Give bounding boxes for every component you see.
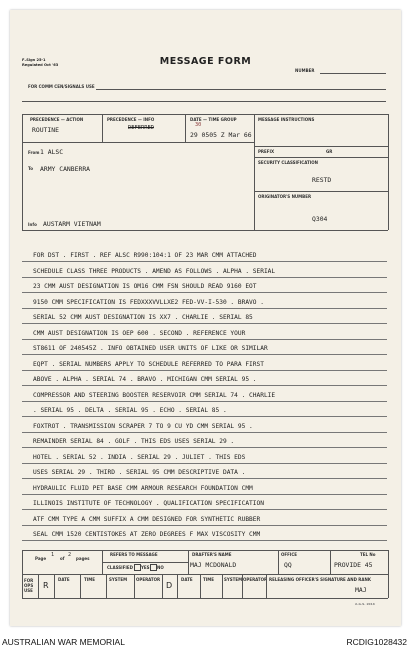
ops-divider-5 bbox=[134, 574, 135, 598]
ops-row-bottom bbox=[22, 598, 388, 599]
office-label: OFFICE bbox=[281, 552, 298, 557]
message-form-paper bbox=[10, 10, 401, 626]
message-line: ATF CMM TYPE A CMM SUFFIX A CMM DESIGNED FOR SYNTHETIC RUBBER bbox=[33, 515, 261, 523]
header-box-top bbox=[22, 114, 388, 115]
refers-rule bbox=[102, 562, 188, 563]
form-id-line-2: Regulated Oct '63 bbox=[22, 63, 59, 67]
form-id-line-1: F–Sign 25-1 bbox=[22, 58, 46, 62]
drafter-label: DRAFTER'S NAME bbox=[192, 552, 232, 557]
footer-id: RCDIG1028432 bbox=[346, 637, 407, 647]
classified-label: CLASSIFIED bbox=[107, 565, 133, 570]
precedence-divider bbox=[102, 114, 103, 142]
message-line: CMM AUST DESIGNATION IS OEP 600 . SECOND . REFERENCE YOUR bbox=[33, 329, 246, 337]
d-operator-label: OPERATOR bbox=[243, 577, 268, 582]
originator-label: ORIGINATOR'S NUMBER bbox=[258, 194, 312, 199]
yes-label: YES bbox=[141, 565, 150, 570]
message-line: ST8611 OF 240545Z . INFO OBTAINED USER UNITS OF LIKE OR SIMILAR bbox=[33, 345, 268, 352]
pages-label: pages bbox=[76, 556, 90, 561]
tel-divider bbox=[330, 550, 331, 574]
ops-divider-11 bbox=[266, 574, 267, 598]
ruled-line bbox=[22, 432, 387, 433]
d-date-label: DATE bbox=[181, 577, 193, 582]
info-value: AUSTARM VIETNAM bbox=[43, 220, 101, 228]
ruled-line bbox=[22, 292, 387, 293]
message-line: HYDRAULIC FLUID PET BASE CMM ARMOUR RESEARCH FOUNDATION CMM bbox=[33, 484, 253, 492]
ops-divider-7 bbox=[177, 574, 178, 598]
ops-divider-8 bbox=[200, 574, 201, 598]
message-line: SEAL CMM 1520 CENTISTOKES AT ZERO DEGREES F MAX VISCOSITY CMM bbox=[33, 531, 261, 538]
message-line: HOTEL . SERIAL 52 . INDIA . SERIAL 29 . JULIET . THIS EDS bbox=[33, 453, 246, 461]
header-box-right bbox=[388, 114, 389, 230]
header-box-left bbox=[22, 114, 23, 230]
gr-label: GR bbox=[326, 149, 333, 154]
ruled-line bbox=[22, 447, 387, 448]
ruled-line bbox=[22, 354, 387, 355]
ruled-line bbox=[22, 416, 387, 417]
header-box-bottom bbox=[22, 230, 388, 231]
classified-yes-checkbox[interactable] bbox=[134, 564, 141, 571]
from-value: 1 ALSC bbox=[40, 148, 64, 156]
ops-row-top bbox=[22, 574, 388, 575]
of-label: of bbox=[60, 556, 65, 561]
ops-divider-2 bbox=[54, 574, 55, 598]
precedence-info-label: PRECEDENCE — INFO bbox=[107, 117, 155, 122]
message-line: 9150 CMM SPECIFICATION IS FEDXXXVVLLXE2 FED-VV-I-530 . BRAVO . bbox=[33, 298, 264, 306]
prefix-row-bottom bbox=[254, 157, 388, 158]
ruled-line bbox=[22, 385, 387, 386]
ops-divider-9 bbox=[222, 574, 223, 598]
comm-centre-rule bbox=[96, 89, 386, 90]
d-system-label: SYSTEM bbox=[224, 577, 243, 582]
refers-label: REFERS TO MESSAGE bbox=[110, 552, 158, 557]
ops-divider-1 bbox=[38, 574, 39, 598]
comm-centre-label: FOR COMM CEN/SIGNALS USE bbox=[28, 84, 95, 89]
ruled-line bbox=[22, 494, 387, 495]
releasing-value: MAJ bbox=[355, 586, 367, 594]
message-line: 23 CMM AUST DESIGNATION IS OM16 CMM FSN SHOULD READ 9160 EOT bbox=[33, 283, 257, 290]
right-column-divider bbox=[254, 114, 255, 230]
ruled-line bbox=[22, 478, 387, 479]
ruled-line bbox=[22, 401, 387, 402]
precedence-row-bottom bbox=[22, 142, 254, 143]
precedence-action-label: PRECEDENCE — ACTION bbox=[30, 117, 84, 122]
ops-divider-3 bbox=[80, 574, 81, 598]
dtg-value: 29 0505 Z Mar 66 bbox=[190, 131, 252, 139]
msg-instructions-label: MESSAGE INSTRUCTIONS bbox=[258, 117, 315, 122]
info-label: Info bbox=[28, 222, 37, 227]
security-row-bottom bbox=[254, 191, 388, 192]
message-line: REMAINDER SERIAL 84 . GOLF . THIS EDS USES SERIAL 29 . bbox=[33, 438, 235, 445]
page-number: 1 bbox=[51, 552, 55, 558]
message-line: SERIAL 52 CMM AUST DESIGNATION IS XX7 . CHARLIE . SERIAL 85 bbox=[33, 314, 253, 321]
message-line: EQPT . SERIAL NUMBERS APPLY TO SCHEDULE REFERRED TO PARA FIRST bbox=[33, 360, 264, 368]
bottom-box-left bbox=[22, 550, 23, 598]
dtg-divider bbox=[185, 114, 186, 142]
precedence-info-value: DEFERRED bbox=[128, 125, 154, 131]
footer-source: AUSTRALIAN WAR MEMORIAL bbox=[2, 637, 125, 647]
dtg-handwritten: 30 bbox=[195, 122, 202, 128]
no-label: NO bbox=[157, 565, 164, 570]
security-label: SECURITY CLASSIFICATION bbox=[258, 160, 318, 165]
page-total: 2 bbox=[68, 552, 72, 558]
number-rule bbox=[320, 73, 386, 74]
d-letter: D bbox=[166, 581, 173, 590]
r-letter: R bbox=[43, 581, 49, 590]
message-line: FOXTROT . TRANSMISSION SCRAPER 7 TO 9 CU YD CMM SERIAL 95 . bbox=[33, 422, 253, 430]
ruled-line bbox=[22, 261, 387, 262]
drafter-divider bbox=[188, 550, 189, 574]
bottom-box-top bbox=[22, 550, 388, 551]
message-line: COMPRESSOR AND STEERING BOOSTER RESERVOIR CMM SERIAL 74 . CHARLIE bbox=[33, 391, 276, 399]
prefix-row-top bbox=[254, 146, 388, 147]
message-line: FOR DST . FIRST . REF ALSC R990:104:1 OF 23 MAR CMM ATTACHED bbox=[33, 252, 257, 259]
r-system-label: SYSTEM bbox=[109, 577, 128, 582]
ruled-line bbox=[22, 509, 387, 510]
ops-divider-4 bbox=[106, 574, 107, 598]
prefix-label: PREFIX bbox=[258, 149, 275, 154]
drafter-value: MAJ MCDONALD bbox=[190, 561, 237, 569]
security-value: RESTD bbox=[312, 176, 332, 184]
r-date-label: DATE bbox=[58, 577, 70, 582]
message-line: SCHEDULE CLASS THREE PRODUCTS . AMEND AS FOLLOWS . ALPHA . SERIAL bbox=[33, 267, 276, 275]
ruled-line bbox=[22, 463, 387, 464]
ruled-line bbox=[22, 370, 387, 371]
ruled-line bbox=[22, 277, 387, 278]
tel-label: TEL No bbox=[360, 552, 376, 557]
form-title: MESSAGE FORM bbox=[159, 56, 252, 67]
message-line: USES SERIAL 29 . THIRD . SERIAL 95 CMM DESCRIPTIVE DATA . bbox=[33, 469, 246, 476]
tel-value: PROVIDE 45 bbox=[334, 561, 373, 569]
from-label: From bbox=[28, 150, 40, 155]
ops-divider-6 bbox=[162, 574, 163, 598]
originator-value: Q304 bbox=[312, 215, 328, 223]
releasing-label: RELEASING OFFICER'S SIGNATURE AND RANK bbox=[269, 577, 371, 582]
d-time-label: TIME bbox=[203, 577, 214, 582]
message-line: . SERIAL 95 . DELTA . SERIAL 95 . ECHO . SERIAL 85 . bbox=[33, 407, 227, 414]
print-code: A.G.S. 2016 bbox=[355, 602, 375, 606]
ruled-line bbox=[22, 525, 387, 526]
bottom-box-right bbox=[388, 550, 389, 598]
ruled-line bbox=[22, 323, 387, 324]
precedence-action-value: ROUTINE bbox=[32, 126, 59, 134]
message-line: ILLINOIS INSTITUTE OF TECHNOLOGY . QUALIFICATION SPECIFICATION bbox=[33, 500, 264, 507]
ruled-line bbox=[22, 339, 387, 340]
ruled-line bbox=[22, 540, 387, 541]
to-label: To bbox=[28, 166, 33, 171]
page-label: Page bbox=[35, 556, 47, 561]
comm-centre-rule-2 bbox=[22, 101, 386, 102]
message-line: ABOVE . ALPHA . SERIAL 74 . BRAVO . MICHIGAN CMM SERIAL 95 . bbox=[33, 376, 257, 383]
office-divider bbox=[278, 550, 279, 574]
to-value: ARMY CANBERRA bbox=[40, 165, 91, 173]
for-op-use-label: FOR OPS USE bbox=[24, 578, 34, 593]
classified-no-checkbox[interactable] bbox=[150, 564, 157, 571]
r-time-label: TIME bbox=[84, 577, 95, 582]
r-operator-label: OPERATOR bbox=[136, 577, 161, 582]
ruled-line bbox=[22, 308, 387, 309]
office-value: QQ bbox=[284, 561, 292, 569]
dtg-label: DATE — TIME GROUP bbox=[190, 117, 237, 122]
number-label: NUMBER bbox=[295, 68, 315, 73]
